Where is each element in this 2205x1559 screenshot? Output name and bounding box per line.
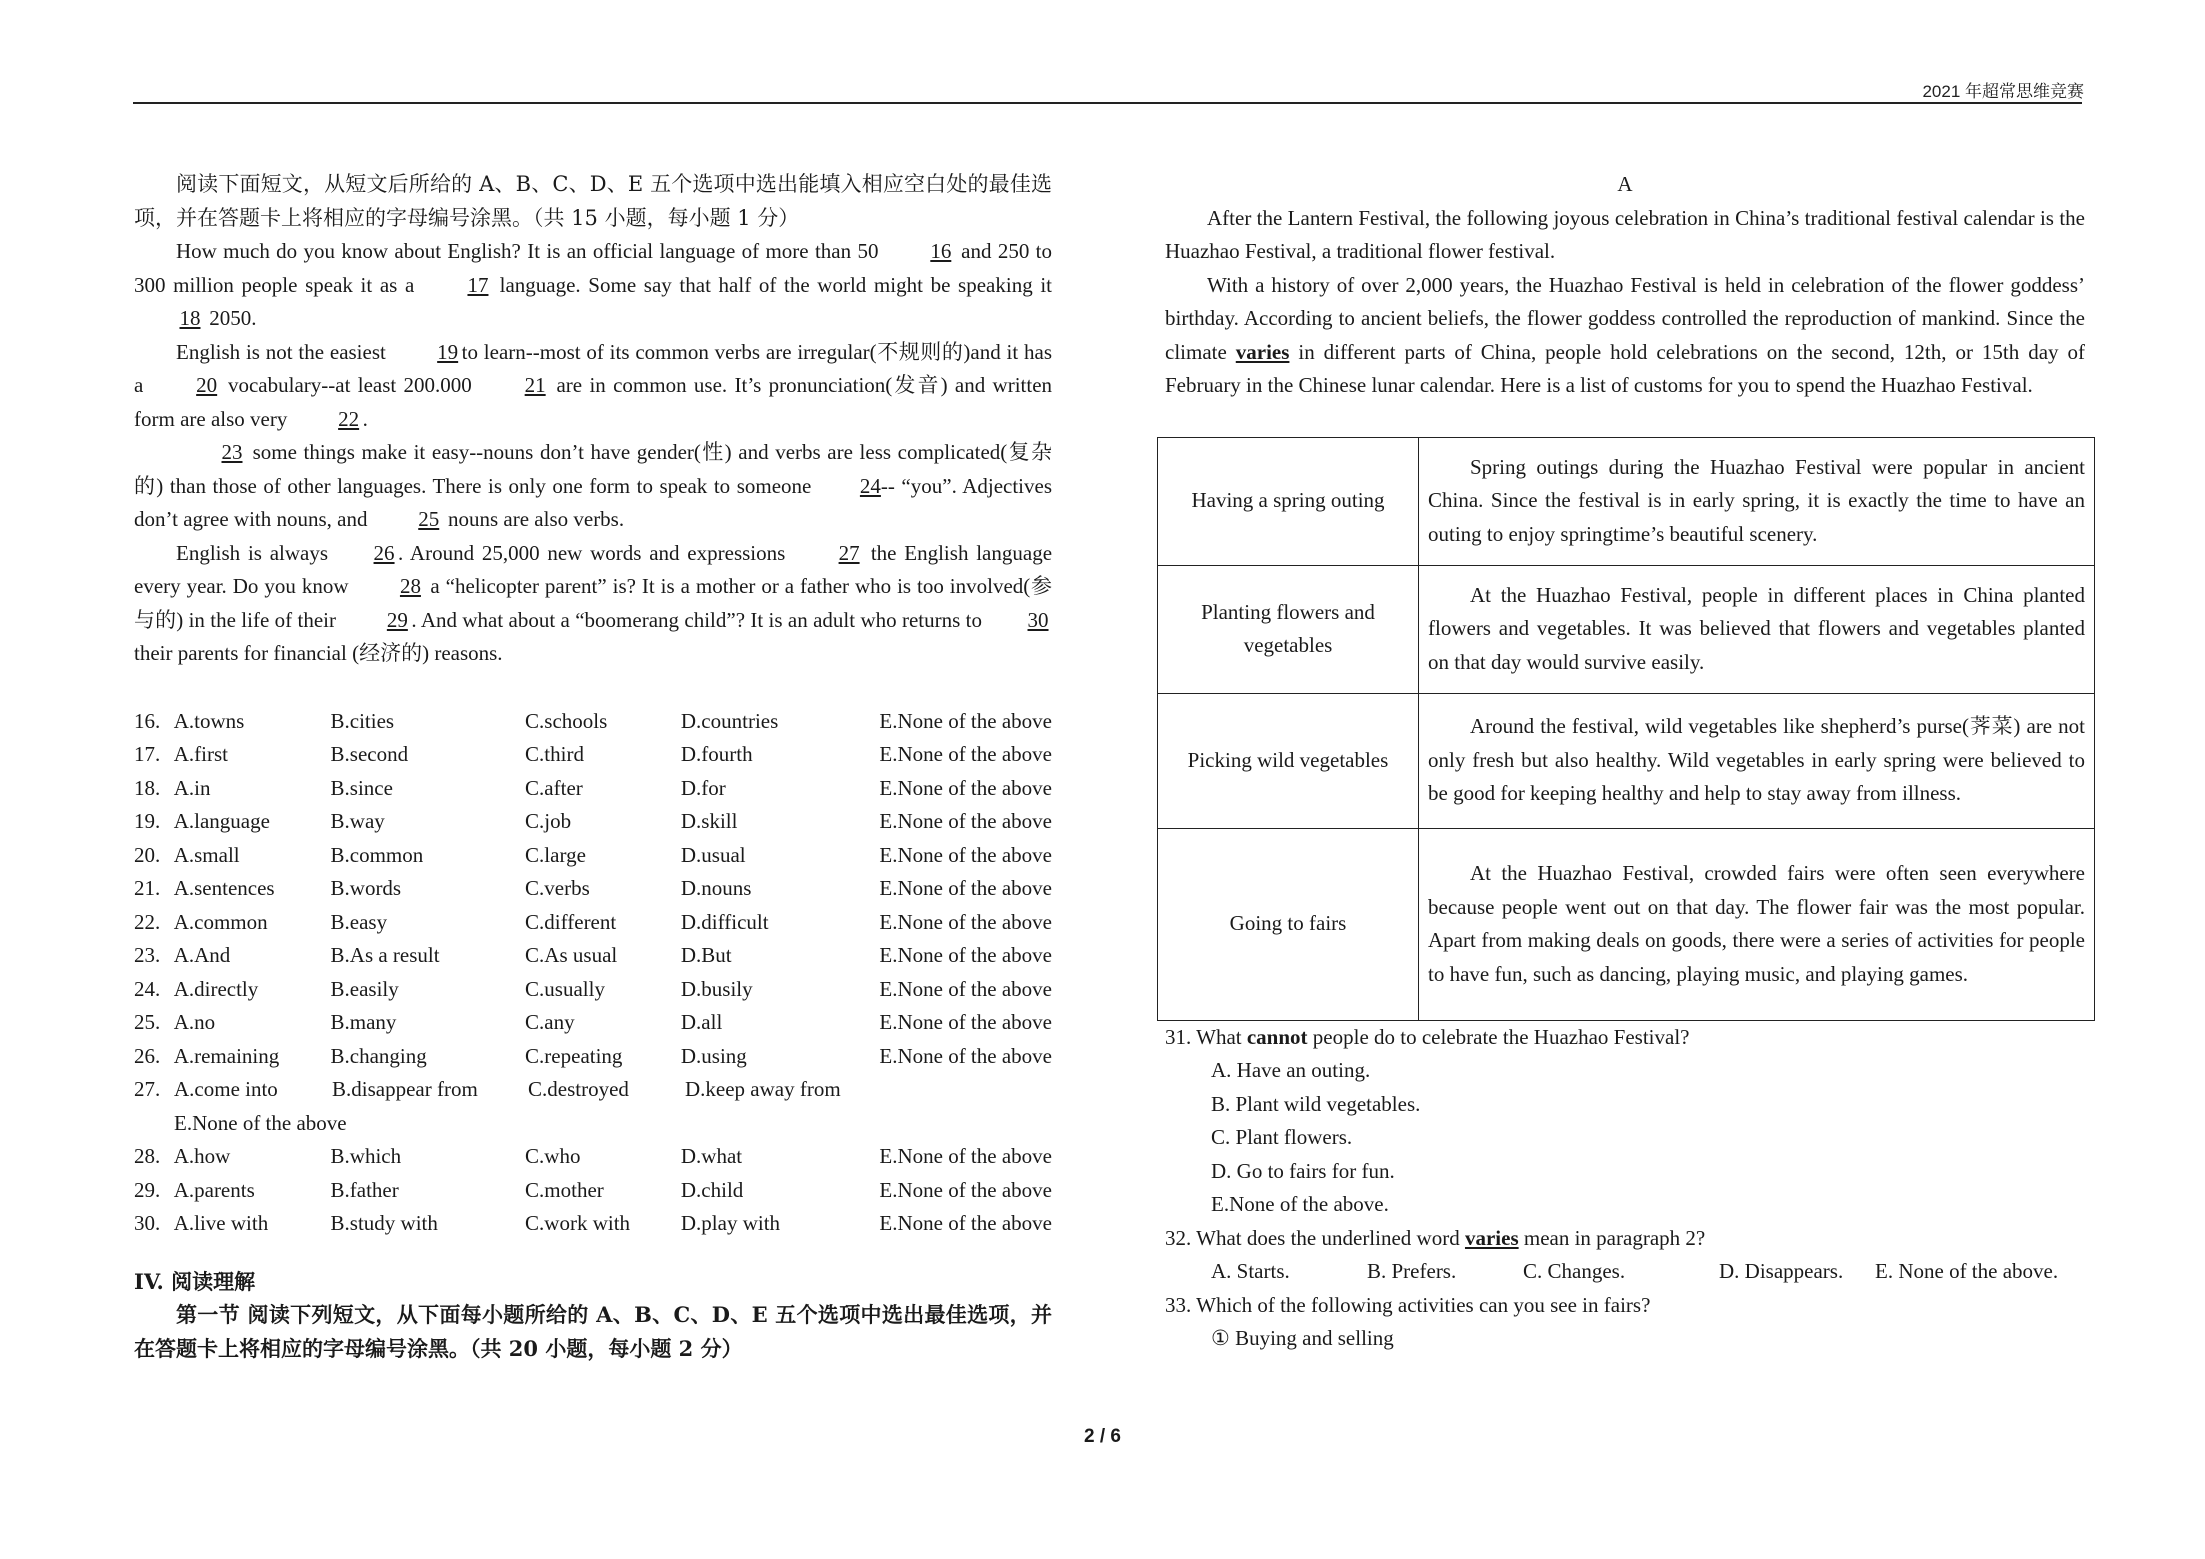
option-row-17: 17. A.first B.second C.third D.fourth E.None of the above [134, 742, 1052, 766]
blank-25: 25 [418, 507, 440, 531]
passage-label: A [1617, 172, 1633, 196]
page-header-title: 2021 年超常思维竞赛 [1922, 82, 2084, 101]
option-row-20: 20. A.small B.common C.large D.usual E.None of the above [134, 842, 1052, 867]
header-divider [133, 102, 2082, 104]
cloze-instructions: 阅读下面短文，从短文后所给的 A、B、C、D、E 五个选项中选出能填入相应空白处的最佳选项，并在答题卡上将相应的字母编号涂黑。（共 15 小题，每小题 1 分） [134, 172, 1052, 230]
blank-19: 19 [437, 339, 459, 364]
right-column [1165, 168, 2085, 1356]
reading-instructions: 第一节 阅读下列短文，从下面每小题所给的 A、B、C、D、E 五个选项中选出最佳选项，并在答题卡上将相应的字母编号涂黑。（共 20 小题，每小题 2 分） [134, 1302, 1052, 1361]
option-row-19: 19. A.language B.way C.job D.skill E.None of the above [134, 809, 1052, 833]
question-33: 33. Which of the following activities can you see in fairs? [1165, 1292, 1651, 1317]
option-row-30: 30. A.live with B.study with C.work with D.play with E.None of the above [134, 1211, 1052, 1235]
option-row-25: 25. A.no B.many C.any D.all E.None of the above [134, 1010, 1052, 1034]
questions [1165, 1021, 2085, 1356]
option-row-28: 28. A.how B.which C.who D.what E.None of the above [134, 1144, 1052, 1168]
custom-name: Planting flowers and vegetables [1158, 565, 1419, 693]
customs-table [1157, 437, 2095, 1021]
cloze-options [134, 705, 1052, 1241]
option-row-23: 23. A.And B.As a result C.As usual D.But E.None of the above [134, 943, 1052, 967]
option-row-16: 16. A.towns B.cities C.schools D.countries E.None of the above [134, 708, 1052, 733]
cloze-paragraph-4: English is always 26 . Around 25,000 new words and expressions 27 the English language every year. Do you know 28 a “helicopter parent” is? It is a mother or a father who is too involved(参与的) in the life of their 29 . And what about a “boomerang child”? It is an adult who returns to 30 their parents for financial (经济的) reasons. [134, 537, 1052, 671]
option-row-26: 26. A.remaining B.changing C.repeating D.using E.None of the above [134, 1043, 1052, 1068]
option-row-18: 18. A.in B.since C.after D.for E.None of the above [134, 775, 1052, 800]
option-row-22: 22. A.common B.easy C.different D.difficult E.None of the above [134, 909, 1052, 934]
blank-24: 24 [859, 473, 881, 498]
blank-30: 30 [1027, 607, 1049, 632]
blank-16: 16 [930, 239, 952, 263]
blank-22: 22 [338, 406, 360, 431]
custom-description: Spring outings during the Huazhao Festival were popular in ancient China. Since the festival is in early spring, it is exactly the time to have an outing to enjoy springtime’s beautiful scenery. [1419, 437, 2095, 565]
reading-section [134, 1265, 1052, 1366]
q32-option-e[interactable]: E. None of the above. [1875, 1259, 2059, 1283]
reading-section-title: IV. 阅读理解 [134, 1268, 256, 1294]
custom-name: Having a spring outing [1158, 437, 1419, 565]
option-row-24: 24. A.directly B.easily C.usually D.busily E.None of the above [134, 976, 1052, 1001]
table-row [1158, 565, 2095, 693]
custom-description: At the Huazhao Festival, crowded fairs were often seen everywhere because people went out on that day. The flower fair was the most popular. Apart from making deals on goods, there were a series of activities for people to have fun, such as dancing, playing music, and playing games. [1419, 828, 2095, 1020]
q31-option-e[interactable]: E.None of the above. [1211, 1192, 1389, 1216]
table-row [1158, 828, 2095, 1020]
blank-27: 27 [838, 540, 860, 565]
blank-17: 17 [467, 272, 489, 297]
q32-option-d[interactable]: D. Disappears. [1719, 1259, 1844, 1283]
custom-description: Around the festival, wild vegetables like shepherd’s purse(荠菜) are not only fresh but also healthy. Wild vegetables in early spring were believed to be good for keeping healthy and help to stay away from illness. [1419, 693, 2095, 828]
table-row [1158, 693, 2095, 828]
custom-name: Going to fairs [1158, 828, 1419, 1020]
cloze-paragraph-2: English is not the easiest 19 to learn--most of its common verbs are irregular(不规则的)and it has a 20 vocabulary--at least 200.000 21 are in common use. It’s pronunciation(发音) and written form are also very 22 . [134, 336, 1052, 437]
q31-option-c[interactable]: C. Plant flowers. [1211, 1125, 1353, 1149]
option-row-21: 21. A.sentences B.words C.verbs D.nouns E.None of the above [134, 876, 1052, 900]
q32-option-c[interactable]: C. Changes. [1523, 1259, 1626, 1283]
q32-option-b[interactable]: B. Prefers. [1367, 1259, 1457, 1283]
custom-description: At the Huazhao Festival, people in different places in China planted flowers and vegetables. It was believed that flowers and vegetables planted on that day would survive easily. [1419, 565, 2095, 693]
blank-26: 26 [373, 540, 395, 565]
q31-option-d[interactable]: D. Go to fairs for fun. [1211, 1158, 1395, 1183]
q33-option-1: ① Buying and selling [1211, 1326, 1394, 1350]
underlined-word-varies: varies [1235, 339, 1290, 364]
q31-option-b[interactable]: B. Plant wild vegetables. [1211, 1091, 1421, 1116]
option-row-29: 29. A.parents B.father C.mother D.child E.None of the above [134, 1177, 1052, 1202]
blank-18: 18 [179, 306, 201, 330]
question-32: 32. What does the underlined word varies mean in paragraph 2? [1165, 1225, 1706, 1250]
table-row [1158, 437, 2095, 565]
cloze-paragraph-1: How much do you know about English? It is an official language of more than 50 16 and 250 to 300 million people speak it as a 17 language. Some say that half of the world might be speaking it 18 2050. [134, 235, 1052, 336]
blank-23: 23 [221, 440, 243, 464]
blank-20: 20 [196, 373, 218, 397]
passage-paragraph-1: After the Lantern Festival, the following joyous celebration in China’s traditional festival calendar is the Huazhao Festival, a traditional flower festival. [1165, 205, 2085, 263]
cloze-paragraph-3: 23 some things make it easy--nouns don’t have gender(性) and verbs are less complicated(复杂的) than those of other languages. There is only one form to speak to someone 24-- “you”. Adjectives don’t agree with nouns, and 25 nouns are also verbs. [134, 436, 1052, 537]
custom-name: Picking wild vegetables [1158, 693, 1419, 828]
page-number: 2 / 6 [1084, 1426, 1121, 1447]
left-column [134, 168, 1052, 1365]
passage-paragraph-2: With a history of over 2,000 years, the Huazhao Festival is held in celebration of the flower goddess’ birthday. According to ancient beliefs, the flower goddess controlled the reproduction of mankind. Since the climate varies in different parts of China, people hold celebrations on the second, 12th, or 15th day of February in the Chinese lunar calendar. Here is a list of customs for you to spend the Huazhao Festival. [1165, 272, 2085, 397]
question-31: 31. What cannot people do to celebrate the Huazhao Festival? [1165, 1024, 1690, 1049]
q31-option-a[interactable]: A. Have an outing. [1211, 1058, 1371, 1082]
blank-29: 29 [386, 607, 408, 632]
blank-21: 21 [524, 373, 546, 397]
q32-option-a[interactable]: A. Starts. [1211, 1259, 1290, 1283]
q32-options [1165, 1255, 2085, 1289]
blank-28: 28 [399, 574, 421, 598]
option-row-27: 27. A.come into B.disappear from C.destroyed D.keep away from [134, 1077, 841, 1101]
option-27-e: E.None of the above [174, 1110, 347, 1135]
